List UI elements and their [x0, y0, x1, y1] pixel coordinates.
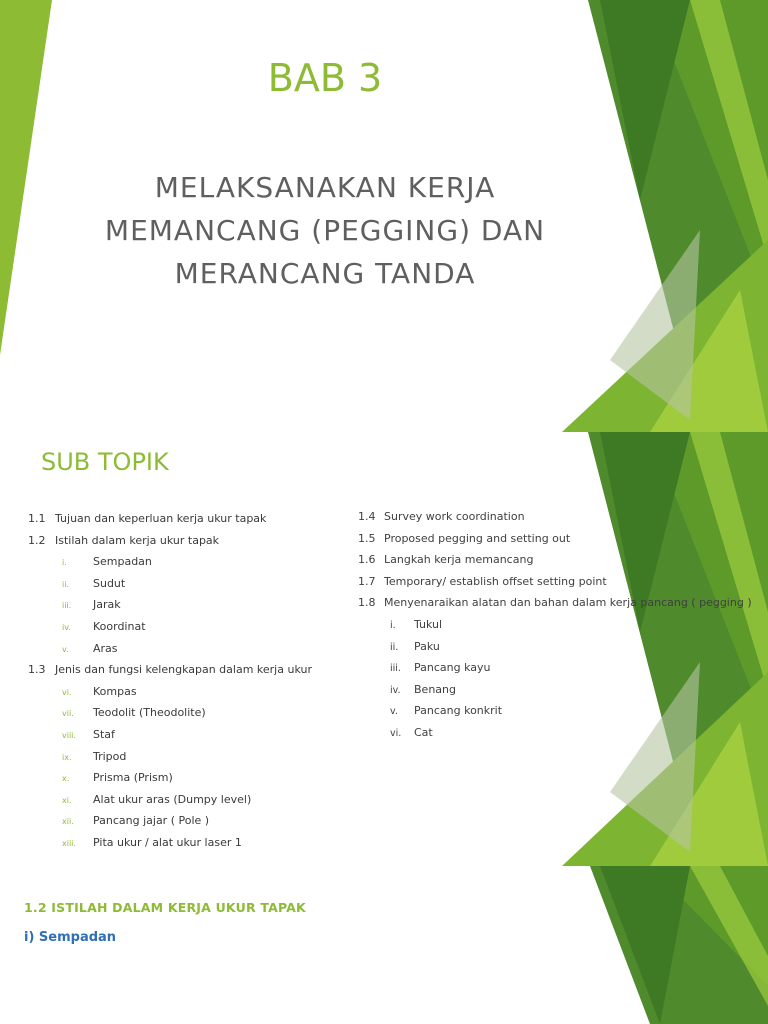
list-item-text: Koordinat	[93, 619, 146, 633]
list-item	[358, 722, 752, 744]
slide-sub-topics	[0, 432, 768, 866]
list-item	[358, 592, 752, 614]
slide-istilah	[0, 866, 768, 1024]
list-item	[358, 549, 752, 571]
list-item-number: 1.7	[358, 574, 376, 588]
subtitle-line: MERANCANG TANDA	[174, 257, 476, 290]
list-item-text: Langkah kerja memancang	[384, 553, 534, 567]
list-item-text: Cat	[414, 725, 433, 739]
list-item	[358, 636, 752, 658]
list-item-text: Jenis dan fungsi kelengkapan dalam kerja ukur	[55, 663, 312, 677]
list-item-number: ii.	[62, 579, 69, 589]
list-item	[28, 530, 312, 552]
list-item	[358, 528, 752, 550]
list-item-number: iii.	[390, 663, 401, 675]
list-item-number: 1.6	[358, 553, 376, 567]
list-item-text: Temporary/ establish offset setting point	[384, 574, 607, 588]
list-item-number: ii.	[390, 641, 399, 653]
list-item-number: ix.	[62, 752, 72, 762]
list-item-text: Tujuan dan keperluan kerja ukur tapak	[55, 512, 267, 525]
list-item-number: 1.3	[28, 663, 46, 677]
list-item	[28, 702, 312, 724]
list-item-text: Tripod	[93, 749, 127, 763]
list-item	[28, 551, 312, 573]
list-item-number: iv.	[62, 622, 71, 632]
slide-title	[0, 0, 768, 432]
list-item	[28, 616, 312, 638]
list-item	[358, 700, 752, 722]
list-item-text: Benang	[414, 682, 456, 696]
list-item-text: Pancang kayu	[414, 661, 491, 675]
list-item	[28, 659, 312, 681]
list-item-text: Alat ukur aras (Dumpy level)	[93, 792, 252, 806]
list-item	[28, 508, 312, 530]
list-item-number: 1.8	[358, 596, 376, 610]
list-item-number: v.	[390, 706, 398, 718]
list-item	[358, 571, 752, 593]
green-triangle-decoration	[0, 866, 768, 1024]
list-item-text: Pancang konkrit	[414, 704, 503, 718]
section-heading: 1.2 ISTILAH DALAM KERJA UKUR TAPAK	[24, 900, 306, 915]
chapter-title: BAB 3	[267, 56, 383, 100]
list-item-number: iv.	[390, 684, 401, 696]
list-item	[28, 832, 312, 854]
list-item-number: 1.2	[28, 533, 46, 547]
list-item-number: i.	[62, 558, 67, 568]
left-topic-list	[28, 508, 312, 854]
chapter-subtitle	[40, 166, 610, 295]
list-item	[28, 789, 312, 811]
list-item	[28, 594, 312, 616]
list-item-text: Sudut	[93, 576, 126, 590]
list-item	[28, 746, 312, 768]
list-item-number: iii.	[62, 601, 72, 611]
list-item-number: xii.	[62, 817, 74, 827]
list-item-text: Menyenaraikan alatan dan bahan dalam kerja pancang ( pegging )	[384, 596, 752, 610]
list-item	[28, 573, 312, 595]
list-item-text: Kompas	[93, 684, 137, 698]
list-item	[358, 614, 752, 636]
list-item	[358, 679, 752, 701]
subtitle-line: MELAKSANAKAN KERJA	[154, 171, 496, 204]
list-item	[28, 638, 312, 660]
list-item-number: xiii.	[62, 838, 76, 848]
list-item	[28, 724, 312, 746]
list-item-text: Sempadan	[93, 555, 152, 569]
list-item-number: vi.	[390, 727, 402, 739]
list-item-number: 1.5	[358, 531, 376, 545]
list-item-text: Pancang jajar ( Pole )	[93, 814, 210, 828]
subtitle-line: MEMANCANG (PEGGING) DAN	[104, 214, 546, 247]
list-item-text: Survey work coordination	[384, 510, 525, 523]
subsection-heading: i) Sempadan	[24, 930, 117, 945]
list-item-number: xi.	[62, 795, 72, 805]
list-item-text: Paku	[414, 639, 440, 653]
list-item-text: Istilah dalam kerja ukur tapak	[55, 533, 220, 547]
list-item	[358, 657, 752, 679]
list-item-number: x.	[62, 774, 70, 784]
list-item-number: 1.1	[28, 512, 46, 525]
list-item-text: Pita ukur / alat ukur laser 1	[93, 835, 242, 849]
list-item	[28, 810, 312, 832]
list-item-number: v.	[62, 644, 69, 654]
right-topic-list	[358, 506, 752, 744]
list-item-text: Prisma (Prism)	[93, 771, 173, 785]
list-item-number: viii.	[62, 730, 76, 740]
section-title: SUB TOPIK	[41, 448, 169, 476]
list-item	[28, 681, 312, 703]
list-item-text: Tukul	[414, 617, 443, 631]
list-item-text: Jarak	[93, 598, 121, 612]
list-item-text: Teodolit (Theodolite)	[93, 706, 206, 720]
list-item-number: vii.	[62, 709, 74, 719]
list-item	[28, 767, 312, 789]
list-item-number: vi.	[62, 687, 72, 697]
list-item-text: Aras	[93, 641, 118, 655]
list-item-text: Staf	[93, 727, 115, 741]
list-item-number: 1.4	[358, 510, 376, 523]
list-item-number: i.	[390, 619, 396, 631]
list-item-text: Proposed pegging and setting out	[384, 531, 571, 545]
list-item	[358, 506, 752, 528]
